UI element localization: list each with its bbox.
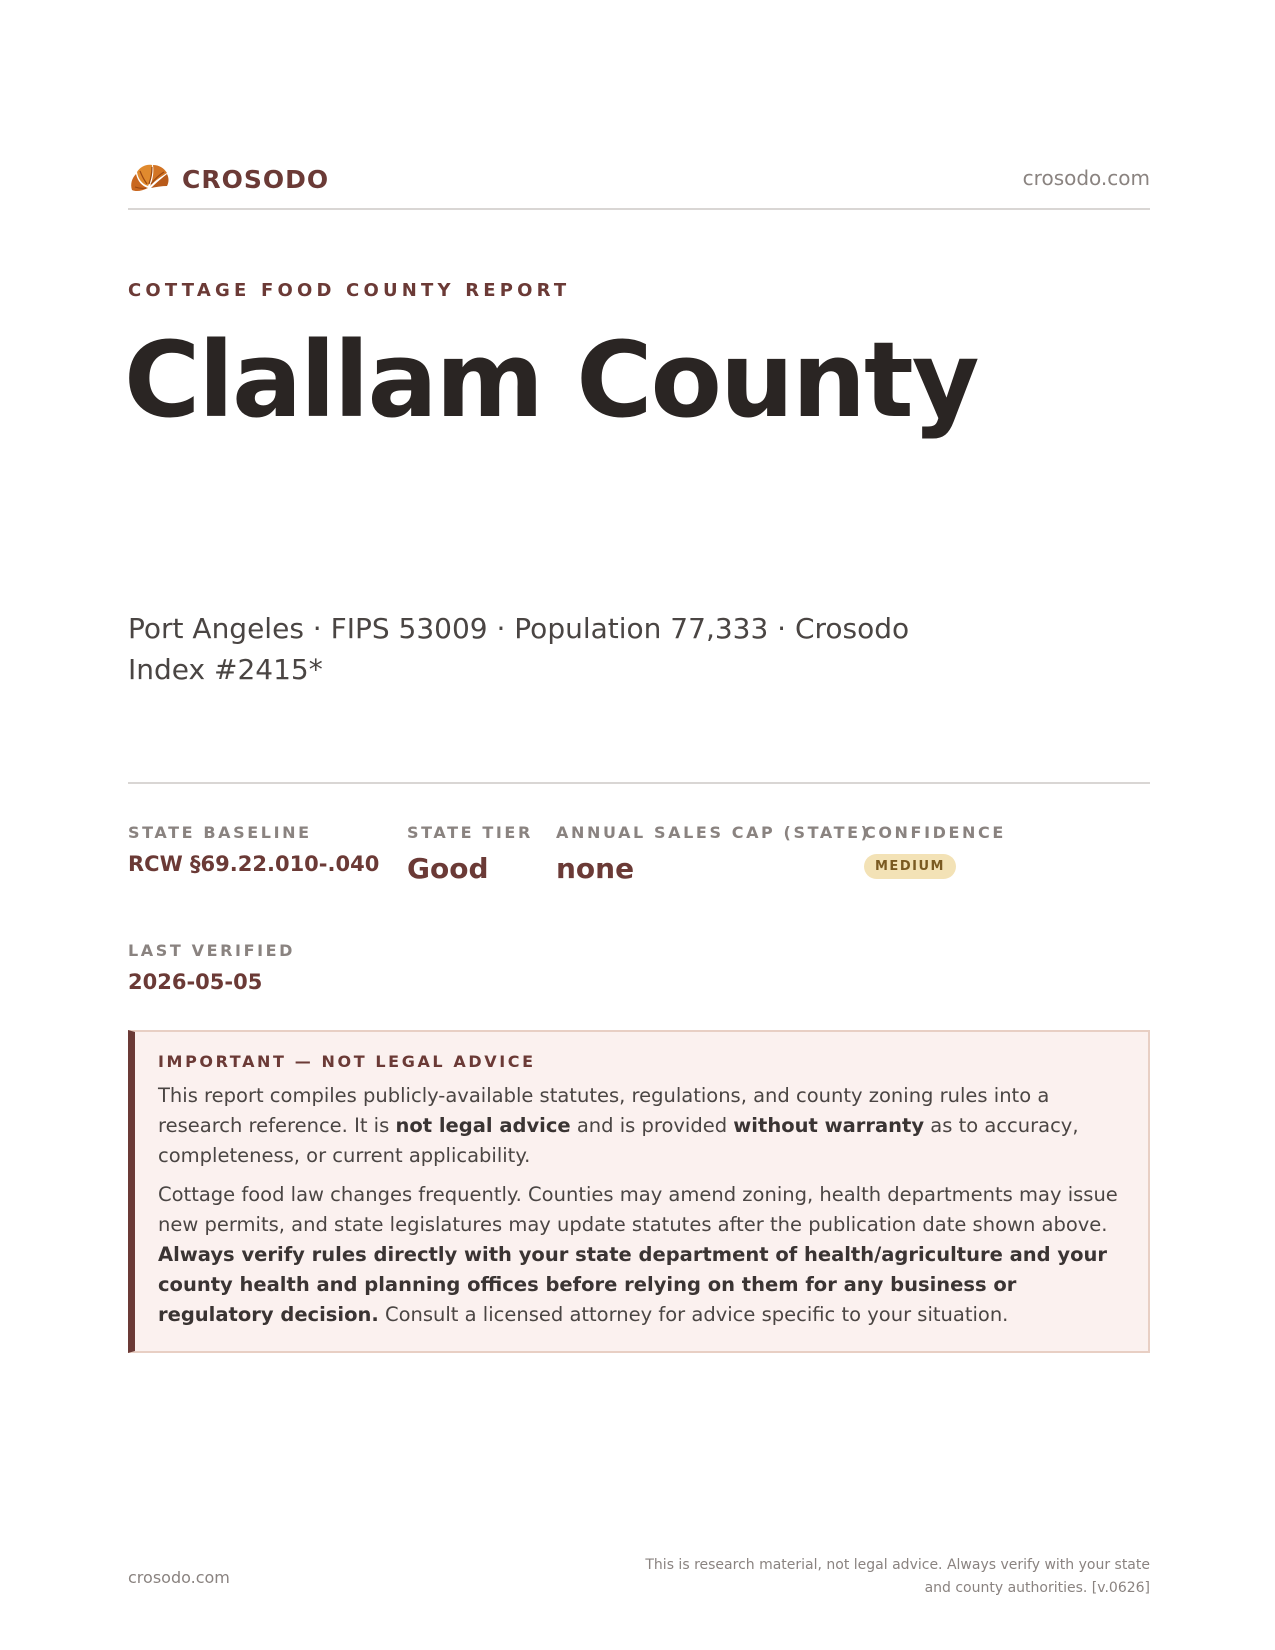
report-page <box>124 0 1150 1650</box>
stat-label: LAST VERIFIED <box>128 941 296 960</box>
stat-label: ANNUAL SALES CAP (STATE) <box>556 823 871 842</box>
disclaimer-text: Consult a licensed attorney for advice specific to your situation. <box>378 1303 1009 1326</box>
stat-value: Good <box>407 852 489 885</box>
stat-state-baseline <box>128 823 379 876</box>
confidence-badge: MEDIUM <box>864 854 956 879</box>
stat-last-verified <box>128 941 295 994</box>
disclaimer-text: This report compiles publicly-available statutes, regulations, and county zoning rules into a research reference. It is <box>158 1084 1050 1137</box>
stat-value: 2026-05-05 <box>128 970 263 994</box>
disclaimer-emphasis: without warranty <box>733 1114 925 1137</box>
stat-state-tier <box>407 823 533 885</box>
county-subtitle: Port Angeles · FIPS 53009 · Population 77,333 · Crosodo Index #2415* <box>128 612 910 686</box>
disclaimer-emphasis: not legal advice <box>395 1114 571 1137</box>
page-title: Clallam County <box>124 319 978 441</box>
stat-annual-sales-cap <box>556 823 871 885</box>
page-header <box>128 158 1150 210</box>
stat-value: RCW §69.22.010-.040 <box>128 852 380 876</box>
section-divider <box>128 782 1150 784</box>
stat-confidence <box>864 823 1006 879</box>
disclaimer-text: as to accuracy, completeness, or current applicability. <box>158 1114 1079 1167</box>
disclaimer-text: and is provided <box>570 1114 734 1137</box>
disclaimer-emphasis: Always verify rules directly with your state department of health/agriculture and your county health and planning offices before relying on them for any business or regulatory decision. <box>158 1243 1108 1326</box>
stat-label: STATE BASELINE <box>128 823 312 842</box>
footer-site-url[interactable]: crosodo.com <box>128 1568 230 1587</box>
site-url-link[interactable]: crosodo.com <box>1022 166 1150 190</box>
disclaimer-text: Cottage food law changes frequently. Counties may amend zoning, health departments may issue new permits, and state legislatures may update statutes after the publication date shown above. <box>158 1183 1118 1236</box>
legal-disclaimer <box>128 1030 1150 1353</box>
disclaimer-heading: IMPORTANT — NOT LEGAL ADVICE <box>158 1052 536 1071</box>
stat-label: CONFIDENCE <box>864 823 1006 842</box>
disclaimer-paragraph <box>158 1180 1126 1330</box>
report-type-label: COTTAGE FOOD COUNTY REPORT <box>128 280 571 301</box>
footer-disclaimer: This is research material, not legal advice. Always verify with your state and county authorities. [v.0626] <box>645 1557 1150 1596</box>
croissant-icon <box>128 160 170 198</box>
brand-name: CROSODO <box>182 164 330 194</box>
disclaimer-paragraph <box>158 1081 1126 1171</box>
stat-label: STATE TIER <box>407 823 533 842</box>
brand[interactable] <box>128 160 329 198</box>
stat-value: none <box>556 852 635 885</box>
